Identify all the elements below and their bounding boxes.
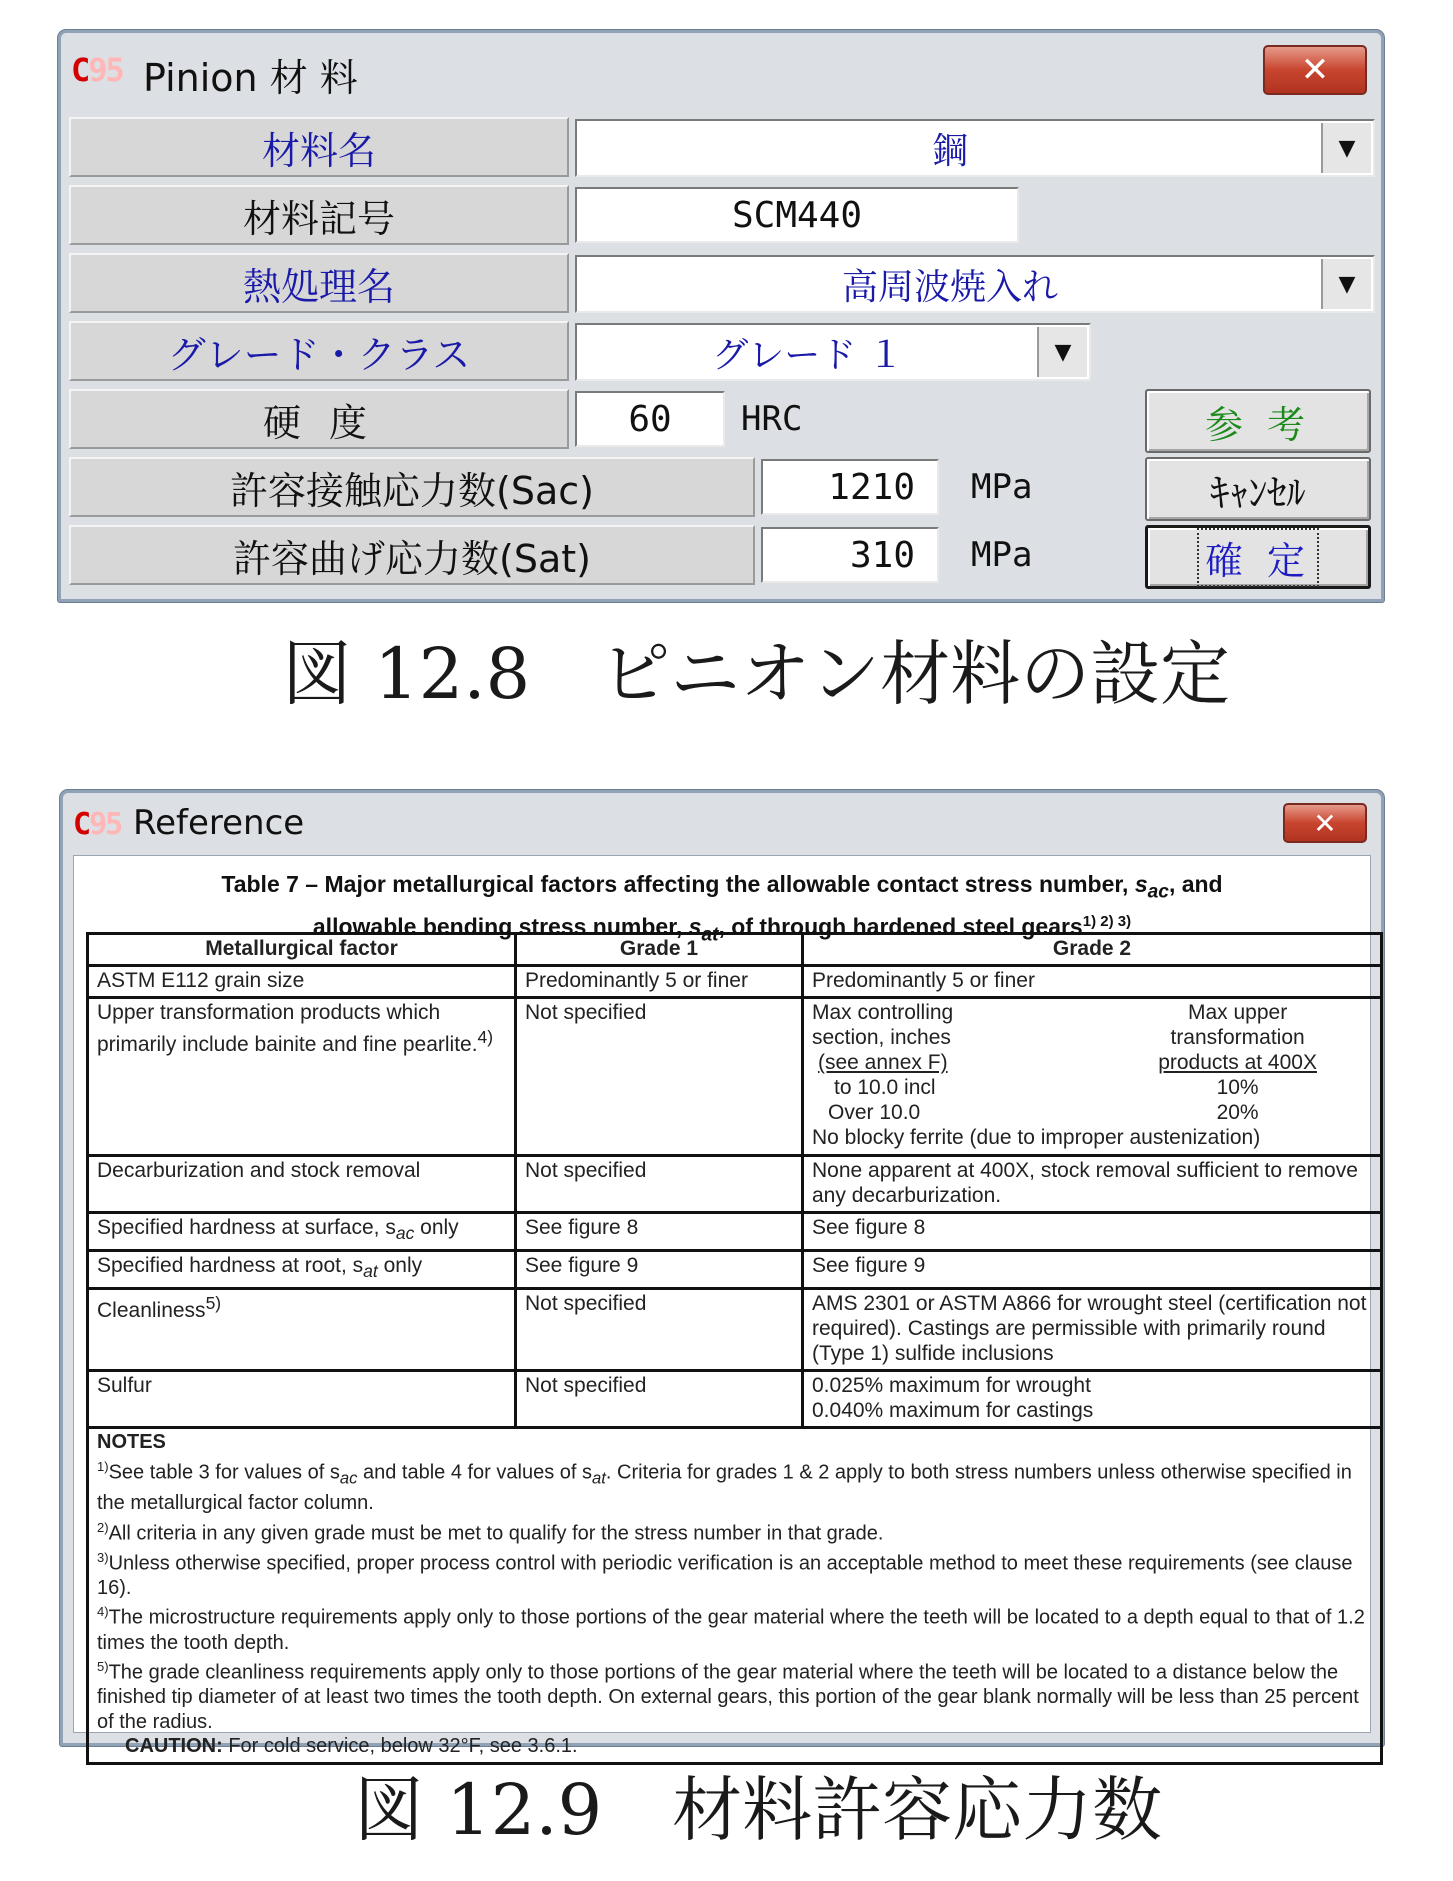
grade-1-cell: Not specified [516, 1371, 803, 1428]
table-row [88, 1371, 1382, 1428]
sac-field[interactable] [761, 459, 939, 515]
note-1: $^{1)}$See table 3 for values of $s_{ac}$ and table 4 for values of $s_{at}$. Criteria for grades 1 & 2 apply to both stress numbers unless otherwise specified in the metallurgical factor column. [97, 1458, 1352, 1515]
grade-2-cell: None apparent at 400X, stock removal sufficient to remove any decarburization. [803, 1156, 1382, 1213]
material-name-label: 材料名 [69, 117, 569, 177]
table-row [88, 966, 1382, 998]
close-icon: ✕ [1313, 806, 1337, 840]
pinion-titlebar[interactable] [61, 33, 1381, 105]
pinion-material-window [58, 30, 1384, 602]
window-title: Pinion 材 料 [143, 56, 358, 100]
table-row [88, 1213, 1382, 1251]
caution-note: CAUTION: For cold service, below 32°F, see 3.6.1. [125, 1735, 578, 1758]
ok-button[interactable]: 確 定 [1145, 525, 1371, 589]
grade-class-select[interactable] [575, 323, 1091, 381]
table-title: Table 7 – Major metallurgical factors affecting the allowable contact stress number, $s_{ac}$, and allowable bending stress number, $s_{at}$, of through hardened steel gears$^{1) 2) 3)}$ [221, 871, 1223, 945]
section-size-column: Max controlling section, inches (see annex F) to 10.0 incl Over 10.0 [812, 1001, 954, 1124]
heat-treatment-select[interactable] [575, 255, 1375, 313]
factor-cell: Specified hardness at root, $s_{at}$ only [88, 1251, 516, 1289]
grade-2-cell: See figure 8 [803, 1213, 1382, 1251]
grade-class-dropdown-button[interactable] [1037, 327, 1087, 377]
metallurgical-factors-table [86, 932, 1383, 1765]
close-icon: ✕ [1300, 50, 1330, 90]
close-button[interactable] [1263, 45, 1367, 95]
heat-treatment-value: 高周波焼入れ [841, 266, 1058, 308]
header-grade-2: Grade 2 [803, 934, 1382, 966]
sat-label: 許容曲げ応力数(Sat) [69, 525, 755, 585]
header-factor: Metallurgical factor [88, 934, 516, 966]
note-4: $^{4)}$The microstructure requirements apply only to those portions of the gear material where the teeth will be located to a depth equal to that of 1.2 times the tooth depth. [97, 1604, 1365, 1654]
grade-1-cell: Not specified [516, 998, 803, 1156]
hardness-unit: HRC [741, 399, 803, 439]
grade-1-cell: Predominantly 5 or finer [516, 966, 803, 998]
reference-content[interactable] [73, 855, 1371, 1758]
app-icon: C95 [73, 807, 122, 842]
reference-window [60, 790, 1384, 1758]
grade-2-cell: Predominantly 5 or finer [803, 966, 1382, 998]
factor-cell: Sulfur [88, 1371, 516, 1428]
close-button[interactable] [1283, 803, 1367, 843]
heat-treatment-label: 熱処理名 [69, 253, 569, 313]
hardness-value: 60 [628, 398, 672, 440]
note-2: $^{2)}$All criteria in any given grade must be met to qualify for the stress number in that grade. [97, 1519, 884, 1545]
reference-titlebar[interactable] [63, 793, 1381, 855]
sat-value: 310 [849, 534, 915, 576]
grade-2-cell: See figure 9 [803, 1251, 1382, 1289]
grade-class-label: グレード・クラス [69, 321, 569, 381]
note-5: $^{5)}$The grade cleanliness requirements apply only to those portions of the gear material where the teeth will be located to a distance below the finished tip diameter of at least two times the tooth depth. On external gears, this portion of the gear blank normally will be less than 25 percent of the radius. [97, 1659, 1359, 1733]
note-3: $^{3)}$Unless otherwise specified, proper process control with periodic verification is an acceptable method to meet these requirements (see clause 16). [97, 1549, 1353, 1599]
grade-1-cell: Not specified [516, 1156, 803, 1213]
notes-cell [88, 1428, 1382, 1763]
figure-caption-12-8: 図 12.8 ピニオン材料の設定 [282, 633, 1231, 715]
sat-unit: MPa [971, 535, 1033, 575]
factor-cell: Decarburization and stock removal [88, 1156, 516, 1213]
sac-label: 許容接触応力数(Sac) [69, 457, 755, 517]
reference-button[interactable]: 参 考 [1145, 389, 1371, 453]
factor-cell: Cleanliness$^{5)}$ [88, 1289, 516, 1371]
grade-1-cell: See figure 9 [516, 1251, 803, 1289]
grade-2-cell: AMS 2301 or ASTM A866 for wrought steel (certification not required). Castings are permissible with primarily round (Type 1) sulfide inclusions [803, 1289, 1382, 1371]
chevron-down-icon: ▼ [1054, 339, 1072, 365]
factor-cell: ASTM E112 grain size [88, 966, 516, 998]
table-row [88, 998, 1382, 1156]
table-row [88, 1289, 1382, 1371]
cancel-button[interactable]: ｷｬﾝｾﾙ [1145, 457, 1371, 521]
window-title: Reference [133, 803, 305, 843]
figure-caption-12-9: 図 12.9 材料許容応力数 [354, 1769, 1163, 1851]
chevron-down-icon: ▼ [1338, 135, 1356, 161]
material-name-value: 鋼 [931, 130, 968, 172]
heat-treatment-dropdown-button[interactable] [1321, 259, 1371, 309]
chevron-down-icon: ▼ [1338, 271, 1356, 297]
notes-row [88, 1428, 1382, 1763]
grade-1-cell: See figure 8 [516, 1213, 803, 1251]
table-row [88, 1156, 1382, 1213]
material-name-dropdown-button[interactable] [1321, 123, 1371, 173]
material-code-field[interactable] [575, 187, 1019, 243]
table-row [88, 1251, 1382, 1289]
material-code-label: 材料記号 [69, 185, 569, 245]
factor-cell: Upper transformation products which primarily include bainite and fine pearlite.$^{4)}$ [88, 998, 516, 1156]
material-name-select[interactable] [575, 119, 1375, 177]
grade-class-value: グレード １ [712, 334, 904, 376]
header-grade-1: Grade 1 [516, 934, 803, 966]
sac-value: 1210 [828, 466, 915, 508]
sac-unit: MPa [971, 467, 1033, 507]
factor-cell: Specified hardness at surface, $s_{ac}$ only [88, 1213, 516, 1251]
hardness-label: 硬 度 [69, 389, 569, 449]
hardness-field[interactable] [575, 391, 725, 447]
grade-2-cell: Max controlling section, inches (see annex F) to 10.0 incl Over 10.0 Max upper transformation products at 400X 10% 20% No blocky ferrite (due to improper austenization) [803, 998, 1382, 1156]
transformation-column: Max upper transformation products at 400X 10% 20% [1158, 1001, 1317, 1124]
grade-2-cell: 0.025% maximum for wrought 0.040% maximum for castings [803, 1371, 1382, 1428]
grade-1-cell: Not specified [516, 1289, 803, 1371]
notes-heading: NOTES [97, 1431, 166, 1454]
sat-field[interactable] [761, 527, 939, 583]
app-icon: C95 [71, 51, 123, 89]
material-code-value: SCM440 [731, 194, 863, 236]
table-header-row [88, 934, 1382, 966]
